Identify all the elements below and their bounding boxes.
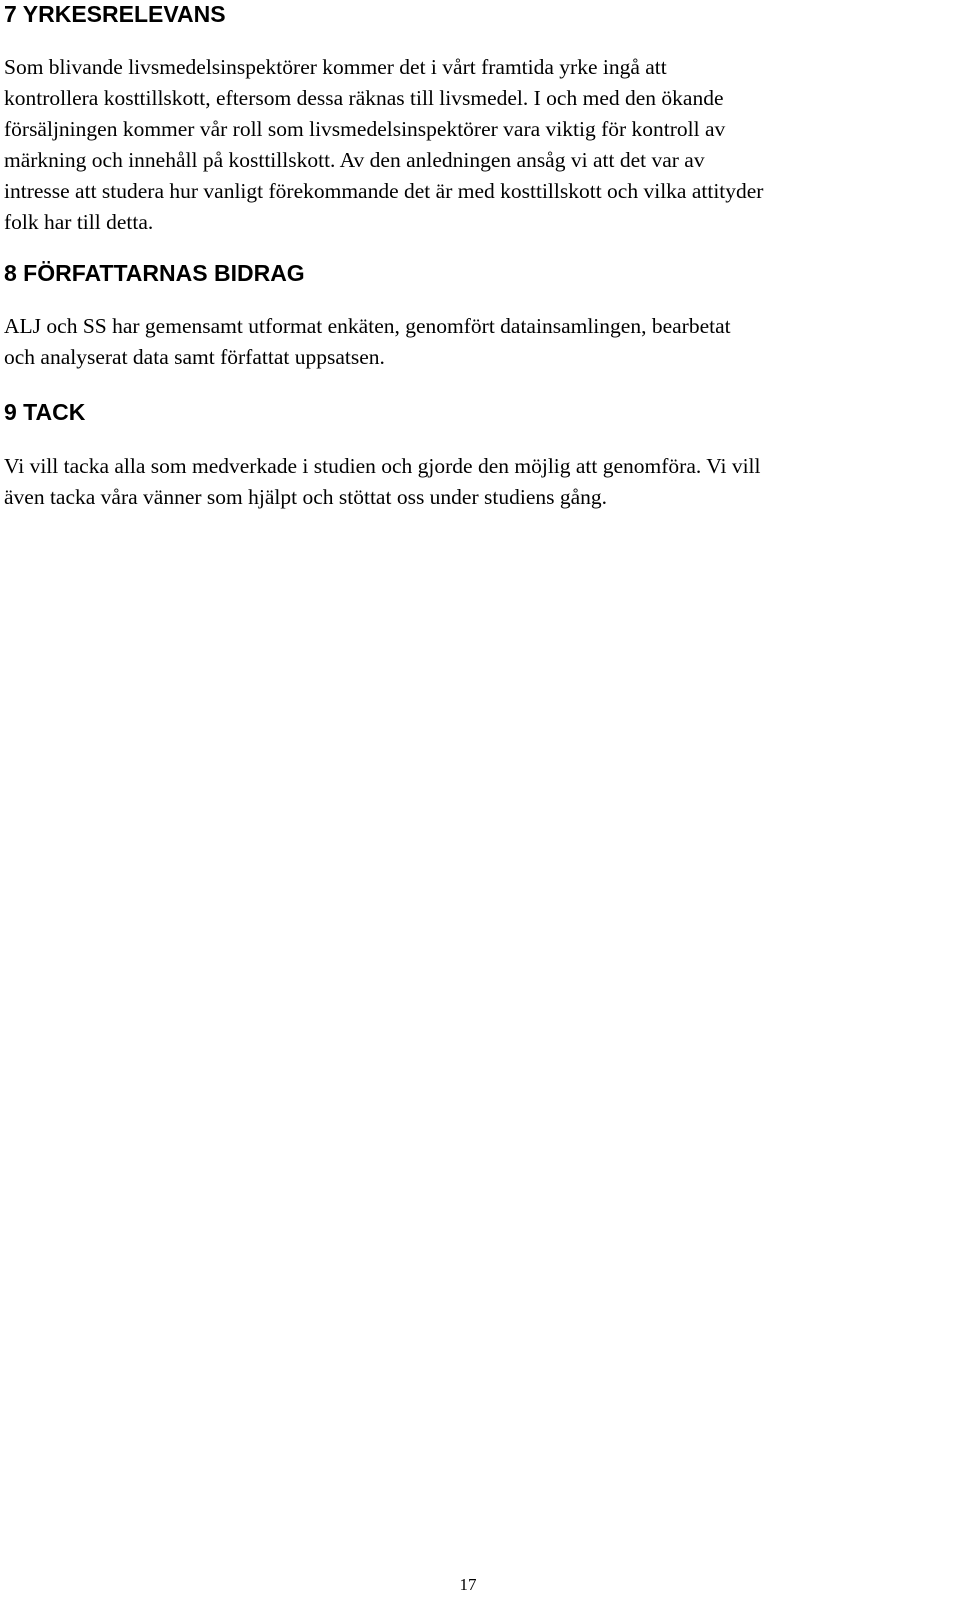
paragraph-line: och analyserat data samt författat uppsatsen. <box>4 345 385 369</box>
section-heading-tack: 9 TACK <box>4 399 86 425</box>
paragraph-line: ALJ och SS har gemensamt utformat enkäten, genomfört datainsamlingen, bearbetat <box>4 314 731 338</box>
section-paragraph-yrkesrelevans <box>4 52 956 238</box>
paragraph-line: intresse att studera hur vanligt förekommande det är med kosttillskott och vilka attityder <box>4 179 764 203</box>
paragraph-line: Vi vill tacka alla som medverkade i studien och gjorde den möjlig att genomföra. Vi vill <box>4 454 761 478</box>
section-heading-forfattarnas-bidrag: 8 FÖRFATTARNAS BIDRAG <box>4 260 305 286</box>
section-paragraph-tack <box>4 451 956 513</box>
section-paragraph-forfattarnas-bidrag <box>4 311 956 373</box>
paragraph-line: folk har till detta. <box>4 210 154 234</box>
section-heading-yrkesrelevans: 7 YRKESRELEVANS <box>4 1 226 27</box>
paragraph-line: märkning och innehåll på kosttillskott. Av den anledningen ansåg vi att det var av <box>4 148 705 172</box>
page-number: 17 <box>459 1575 477 1594</box>
paragraph-line: även tacka våra vänner som hjälpt och stöttat oss under studiens gång. <box>4 485 608 509</box>
paragraph-line: försäljningen kommer vår roll som livsmedelsinspektörer vara viktig för kontroll av <box>4 117 726 141</box>
paragraph-line: kontrollera kosttillskott, eftersom dessa räknas till livsmedel. I och med den ökande <box>4 86 724 110</box>
paragraph-line: Som blivande livsmedelsinspektörer kommer det i vårt framtida yrke ingå att <box>4 55 667 79</box>
